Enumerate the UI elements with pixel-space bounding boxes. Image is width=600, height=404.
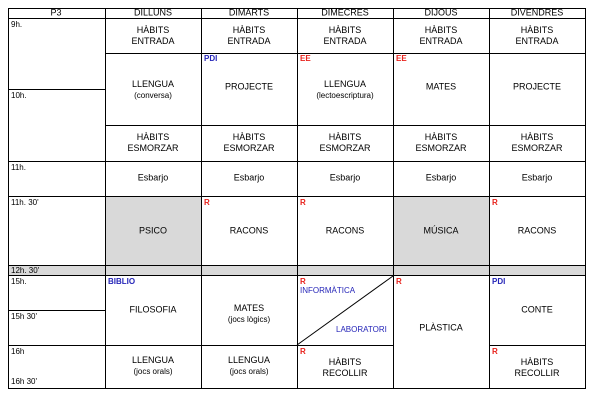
tag-r: R [492,198,498,207]
cell-musica: MÚSICA [423,225,459,236]
time-label: 16h 30' [11,377,37,386]
cell-projecte: PROJECTE [224,81,274,92]
cell-psico: PSICO [138,225,168,236]
tag-r: R [300,347,306,356]
cell-habits-esmorzar: HÀBITS ESMORZAR [511,132,563,153]
header-day-friday: DIVENDRES [510,7,564,18]
cell-plastica: PLÀSTICA [419,322,463,333]
cell-laboratori: LABORATORI [336,325,387,334]
cell-esbarjo: Esbarjo [329,172,361,183]
tag-biblio: BIBLIO [108,277,136,286]
header-day-monday: DILLUNS [133,7,173,18]
header-day-thursday: DIJOUS [424,7,458,18]
time-label: 15h. [11,277,27,286]
time-label: 15h 30' [11,312,37,321]
header-day-tuesday: DIMARTS [228,7,270,18]
cell-projecte: PROJECTE [512,81,562,92]
cell-esbarjo: Esbarjo [425,172,457,183]
cell-habits-entrada: HÀBITS ENTRADA [515,25,559,46]
cell-habits-entrada: HÀBITS ENTRADA [323,25,367,46]
tag-pdi: PDI [492,277,506,286]
cell-llengua-conversa: LLENGUA (conversa) [131,79,175,100]
cell-habits-entrada: HÀBITS ENTRADA [419,25,463,46]
header-day-wednesday: DIMECRES [321,7,369,18]
header-group: P3 [50,7,62,18]
cell-habits-entrada: HÀBITS ENTRADA [131,25,175,46]
time-label: 12h. 30' [11,266,40,275]
cell-llengua-lectoescriptura: LLENGUA (lectoescriptura) [316,79,374,100]
cell-habits-esmorzar: HÀBITS ESMORZAR [223,132,275,153]
cell-llengua-jocs-orals: LLENGUA (jocs orals) [131,355,175,376]
tag-ee: EE [300,54,311,63]
cell-racons: RACONS [325,225,365,236]
time-label: 10h. [11,91,27,100]
cell-habits-esmorzar: HÀBITS ESMORZAR [415,132,467,153]
cell-habits-esmorzar: HÀBITS ESMORZAR [127,132,179,153]
cell-esbarjo: Esbarjo [137,172,169,183]
cell-informatica: INFORMÀTICA [300,286,356,295]
tag-r: R [396,277,402,286]
tag-ee: EE [396,54,407,63]
cell-racons: RACONS [517,225,557,236]
tag-r: R [300,277,306,286]
cell-habits-esmorzar: HÀBITS ESMORZAR [319,132,371,153]
time-label: 11h. [11,163,26,172]
tag-pdi: PDI [204,54,218,63]
cell-esbarjo: Esbarjo [521,172,553,183]
cell-mates-jocs-logics: MATES (jocs lògics) [227,303,271,324]
cell-filosofia: FILOSOFIA [129,304,177,315]
tag-r: R [300,198,306,207]
time-label: 9h. [11,20,23,29]
cell-esbarjo: Esbarjo [233,172,265,183]
cell-llengua-jocs-orals: LLENGUA (jocs orals) [227,355,271,376]
time-label: 16h [11,347,25,356]
time-label: 11h. 30' [11,198,39,207]
cell-mates: MATES [425,81,457,92]
tag-r: R [492,347,498,356]
tag-r: R [204,198,210,207]
cell-habits-recollir: HÀBITS RECOLLIR [514,357,560,378]
cell-conte: CONTE [521,304,553,315]
cell-habits-recollir: HÀBITS RECOLLIR [322,357,368,378]
cell-racons: RACONS [229,225,269,236]
cell-habits-entrada: HÀBITS ENTRADA [227,25,271,46]
